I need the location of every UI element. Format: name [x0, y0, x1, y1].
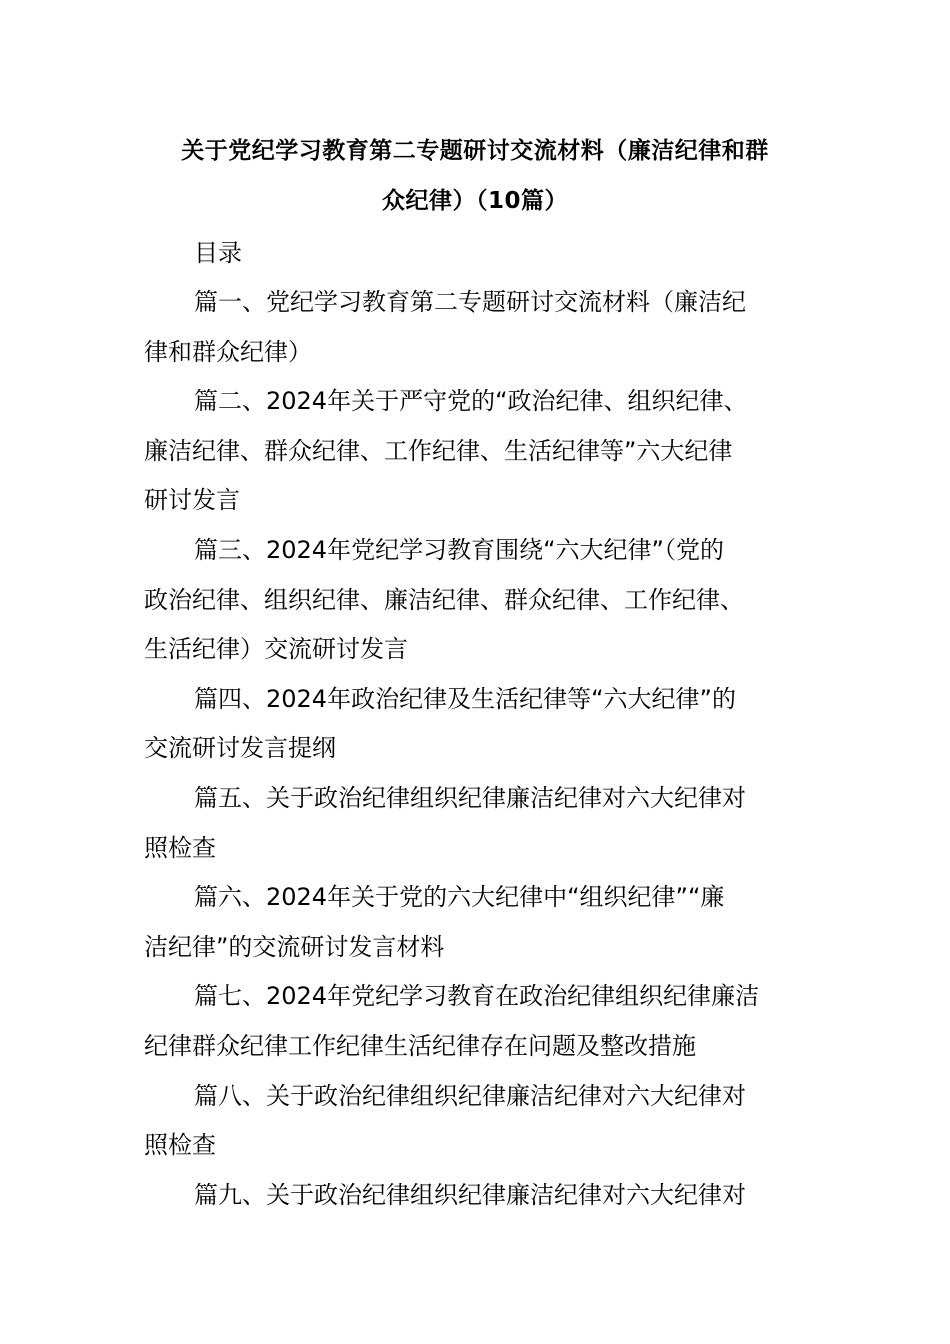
toc-entry-line: 政治纪律、组织纪律、廉洁纪律、群众纪律、工作纪律、 — [144, 585, 744, 614]
toc-entry-line: 篇九、关于政治纪律组织纪律廉洁纪律对六大纪律对 — [194, 1180, 746, 1209]
toc-entry-4 — [144, 675, 806, 774]
toc-entry-line: 篇二、2024年关于严守党的“政治纪律、组织纪律、 — [194, 387, 748, 416]
toc-entry-7 — [144, 972, 806, 1071]
toc-entry-line: 篇八、关于政治纪律组织纪律廉洁纪律对六大纪律对 — [194, 1081, 746, 1110]
toc-entry-line: 律和群众纪律） — [144, 337, 312, 366]
toc-entry-8 — [144, 1072, 806, 1171]
toc-entry-line: 篇五、关于政治纪律组织纪律廉洁纪律对六大纪律对 — [194, 783, 746, 812]
toc-entry-line: 廉洁纪律、群众纪律、工作纪律、生活纪律等”六大纪律 — [144, 436, 733, 465]
toc-entry-line: 交流研讨发言提纲 — [144, 734, 336, 763]
toc-entry-line: 篇一、党纪学习教育第二专题研讨交流材料（廉洁纪 — [194, 288, 746, 316]
document-title — [144, 126, 806, 226]
toc-entry-6 — [144, 873, 806, 972]
title-line-1: 关于党纪学习教育第二专题研讨交流材料（廉洁纪律和群 — [181, 138, 769, 164]
toc-entry-line: 篇四、2024年政治纪律及生活纪律等“六大纪律”的 — [194, 684, 736, 713]
toc-entry-line: 篇七、2024年党纪学习教育在政治纪律组织纪律廉洁 — [194, 982, 760, 1011]
toc-entry-line: 洁纪律”的交流研讨发言材料 — [144, 932, 445, 961]
toc-entry-3 — [144, 526, 806, 675]
toc-entry-line: 生活纪律）交流研讨发言 — [144, 635, 408, 664]
toc-entry-line: 研讨发言 — [144, 486, 240, 515]
toc-entry-line: 照检查 — [144, 1131, 216, 1160]
table-of-contents — [144, 278, 806, 1220]
toc-entry-line: 篇三、2024年党纪学习教育围绕“六大纪律”（党的 — [194, 535, 724, 564]
toc-entry-2 — [144, 377, 806, 526]
toc-entry-line: 篇六、2024年关于党的六大纪律中“组织纪律”“廉 — [194, 883, 725, 912]
toc-entry-line: 照检查 — [144, 833, 216, 862]
toc-entry-1 — [144, 278, 806, 377]
toc-entry-line: 纪律群众纪律工作纪律生活纪律存在问题及整改措施 — [144, 1031, 696, 1060]
toc-heading: 目录 — [194, 239, 242, 267]
toc-entry-9 — [144, 1171, 806, 1221]
title-line-2: 众纪律）（10篇） — [381, 188, 568, 214]
toc-entry-5 — [144, 774, 806, 873]
